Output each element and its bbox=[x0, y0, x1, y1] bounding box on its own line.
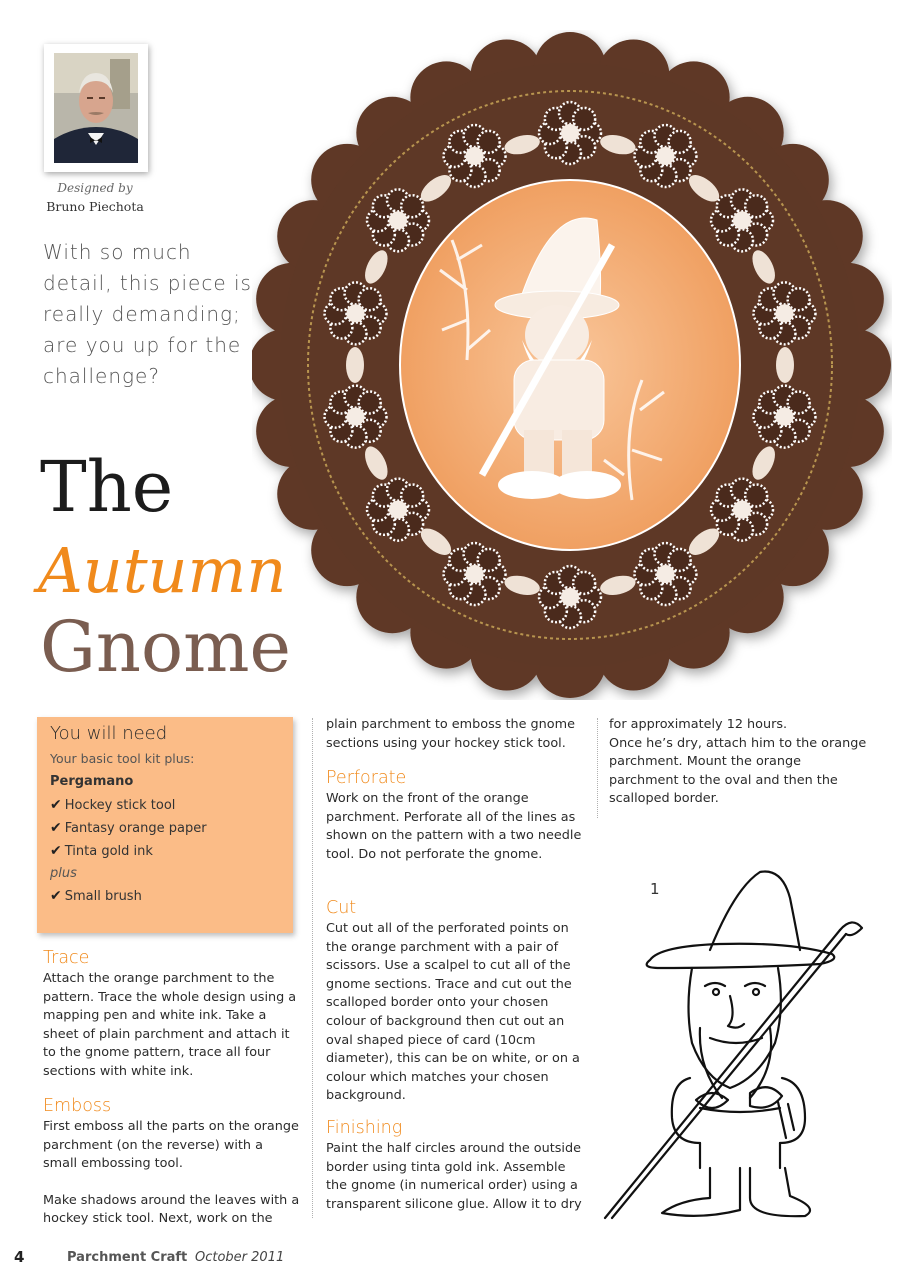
heading-trace: Trace bbox=[43, 948, 90, 968]
heading-perforate: Perforate bbox=[326, 768, 407, 788]
column-divider bbox=[312, 718, 313, 1218]
doily-flower bbox=[753, 282, 815, 344]
emboss-body-continued: plain parchment to emboss the gnome sections using your hockey stick tool. bbox=[326, 717, 575, 751]
list-item: ✔ Tinta gold ink bbox=[50, 843, 153, 859]
page-number: 4 bbox=[14, 1248, 25, 1266]
doily-leaf bbox=[346, 347, 364, 383]
designed-by-label: Designed by bbox=[57, 181, 133, 195]
check-icon: ✔ bbox=[50, 797, 62, 813]
you-will-need-box bbox=[37, 717, 293, 933]
check-icon: ✔ bbox=[50, 820, 62, 836]
doily-artwork bbox=[252, 30, 892, 700]
issue-date: October 2011 bbox=[195, 1250, 285, 1265]
list-item: ✔ Fantasy orange paper bbox=[50, 820, 207, 836]
pattern-number: 1 bbox=[650, 880, 660, 898]
tool-kit-note: Your basic tool kit plus: bbox=[50, 751, 195, 766]
doily-flower bbox=[325, 282, 387, 344]
gnome-line-art-icon bbox=[600, 868, 870, 1228]
doily-flower bbox=[367, 189, 429, 251]
designer-portrait-icon bbox=[54, 53, 138, 163]
check-icon: ✔ bbox=[50, 843, 62, 859]
column-divider bbox=[597, 718, 598, 818]
heading-cut: Cut bbox=[326, 898, 357, 918]
finishing-body: Paint the half circles around the outside border using tinta gold ink. Assemble the gnome (in numerical order) using a transparent silicone glue. Allow it to dry bbox=[326, 1141, 582, 1212]
check-icon: ✔ bbox=[50, 888, 62, 904]
you-will-need-title: You will need bbox=[50, 723, 168, 744]
cut-body: Cut out all of the perforated points on the orange parchment with a pair of scissors. Use a scalpel to cut all of the gnome sections. Trace and cut out the scalloped border onto your chosen colour of background then cut out an oval shaped piece of card (10cm diameter), this can be on white, or on a colour which matches your chosen background. bbox=[326, 921, 580, 1104]
heading-emboss: Emboss bbox=[43, 1096, 112, 1116]
doily-flower bbox=[539, 102, 601, 164]
doily-flower bbox=[367, 479, 429, 541]
designer-photo bbox=[44, 44, 148, 172]
heading-finishing: Finishing bbox=[326, 1118, 403, 1138]
emboss-body: First emboss all the parts on the orange parchment (on the reverse) with a small embossing tool. Make shadows around the leaves with a hockey stick tool. Next, work on the bbox=[43, 1119, 300, 1227]
doily-flower bbox=[539, 566, 601, 628]
perforate-body: Work on the front of the orange parchment. Perforate all of the lines as shown on the pattern with a two needle tool. Do not perforate the gnome. bbox=[326, 791, 582, 862]
hero-doily-image bbox=[252, 30, 892, 704]
brand-name: Pergamano bbox=[50, 774, 134, 789]
gnome-pattern-drawing bbox=[600, 868, 870, 1232]
doily-flower bbox=[711, 189, 773, 251]
doily-flower bbox=[711, 479, 773, 541]
doily-flower bbox=[634, 125, 696, 187]
doily-flower bbox=[634, 543, 696, 605]
title-gnome: Gnome bbox=[40, 606, 291, 688]
magazine-name: Parchment Craft bbox=[67, 1250, 188, 1265]
intro-text: With so much detail, this piece is really demanding; are you up for the challenge? bbox=[43, 240, 252, 388]
doily-flower bbox=[753, 386, 815, 448]
title-the: The bbox=[40, 446, 174, 528]
doily-flower bbox=[325, 386, 387, 448]
plus-label: plus bbox=[50, 866, 77, 881]
doily-flower bbox=[444, 543, 506, 605]
list-item: ✔ Small brush bbox=[50, 888, 142, 904]
doily-flower bbox=[444, 125, 506, 187]
doily-leaf bbox=[776, 347, 794, 383]
designer-name: Bruno Piechota bbox=[46, 199, 144, 214]
trace-body: Attach the orange parchment to the pattern. Trace the whole design using a mapping pen and white ink. Take a sheet of plain parchment and attach it to the gnome pattern, trace all four sections with white ink. bbox=[43, 971, 297, 1079]
list-item: ✔ Hockey stick tool bbox=[50, 797, 176, 813]
finishing-body-continued: for approximately 12 hours. Once he’s dry, attach him to the orange parchment. Mount the orange parchment to the oval and then the scalloped border. bbox=[609, 717, 867, 807]
title-autumn: Autumn bbox=[38, 534, 287, 607]
